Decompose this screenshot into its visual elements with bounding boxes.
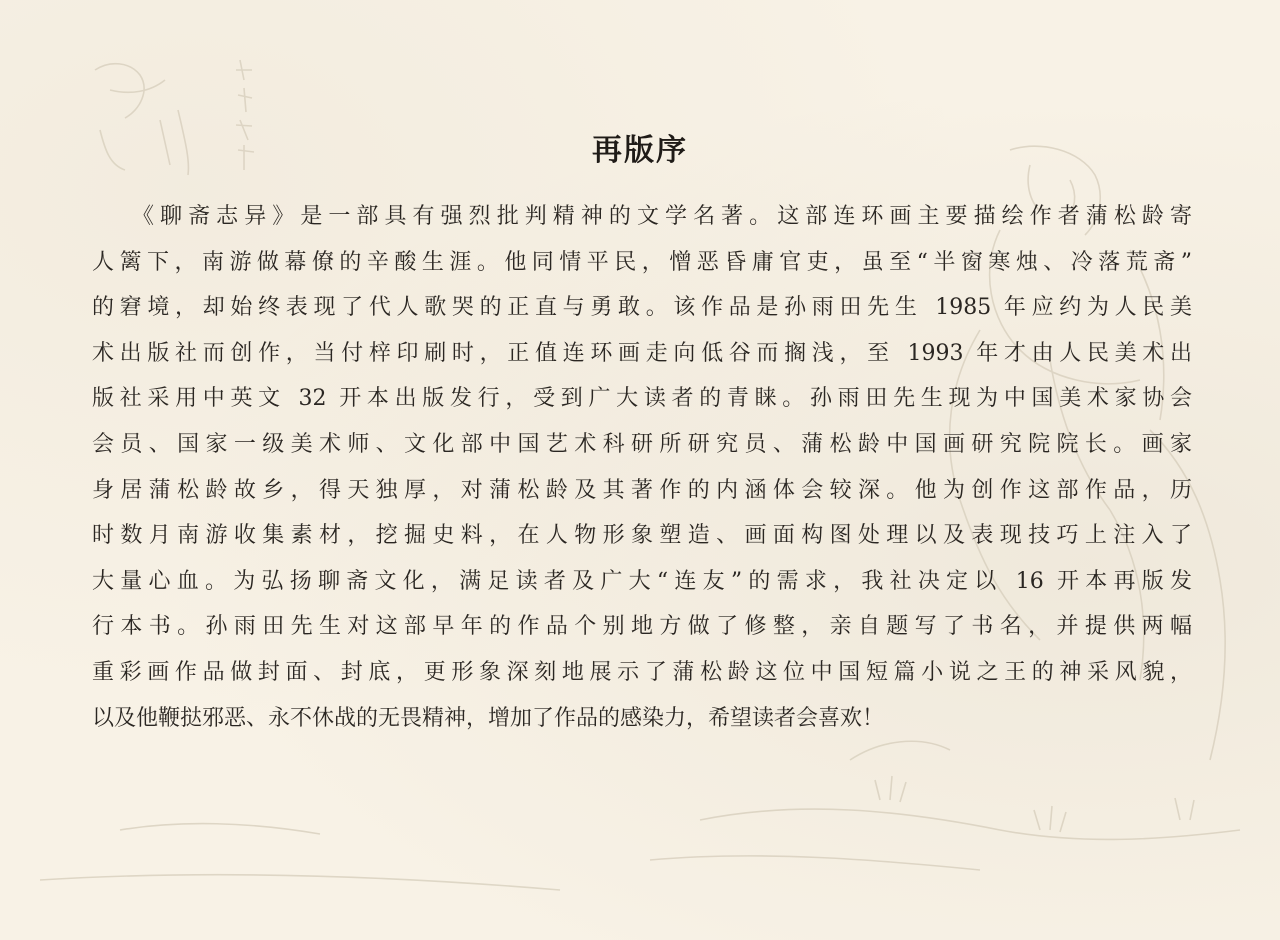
paragraph-line: 人篱下，南游做幕僚的辛酸生涯。他同情平民，憎恶昏庸官吏，虽至“半窗寒烛、冷落荒斋” [92, 249, 1192, 275]
page-title: 再版序 [592, 133, 688, 168]
paragraph-line: 以及他鞭挞邪恶、永不休战的无畏精神，增加了作品的感染力，希望读者会喜欢！ [92, 705, 885, 731]
paragraph-line: 《聊斋志异》是一部具有强烈批判精神的文学名著。这部连环画主要描绘作者蒲松龄寄 [132, 204, 1192, 229]
paragraph-line: 版社采用中英文 32 开本出版发行，受到广大读者的青睐。孙雨田先生现为中国美术家协会 [92, 386, 1192, 412]
preface-paragraph [92, 194, 1192, 741]
paragraph-line: 大量心血。为弘扬聊斋文化，满足读者及广大“连友”的需求，我社决定以 16 开本再版发 [92, 568, 1192, 594]
paragraph-line: 身居蒲松龄故乡，得天独厚，对蒲松龄及其著作的内涵体会较深。他为创作这部作品，历 [92, 477, 1192, 503]
paragraph-line: 会员、国家一级美术师、文化部中国艺术科研所研究员、蒲松龄中国画研究院院长。画家 [92, 431, 1192, 457]
paragraph-line: 的窘境，却始终表现了代人歌哭的正直与勇敢。该作品是孙雨田先生 1985 年应约为人民美 [92, 295, 1192, 321]
paragraph-line: 行本书。孙雨田先生对这部早年的作品个别地方做了修整，亲自题写了书名，并提供两幅 [92, 614, 1192, 640]
paragraph-line: 术出版社而创作，当付梓印刷时，正值连环画走向低谷而搁浅，至 1993 年才由人民美术出 [92, 340, 1192, 366]
paragraph-line: 时数月南游收集素材，挖掘史料，在人物形象塑造、画面构图处理以及表现技巧上注入了 [92, 523, 1192, 549]
paragraph-line: 重彩画作品做封面、封底，更形象深刻地展示了蒲松龄这位中国短篇小说之王的神采风貌， [92, 659, 1192, 685]
